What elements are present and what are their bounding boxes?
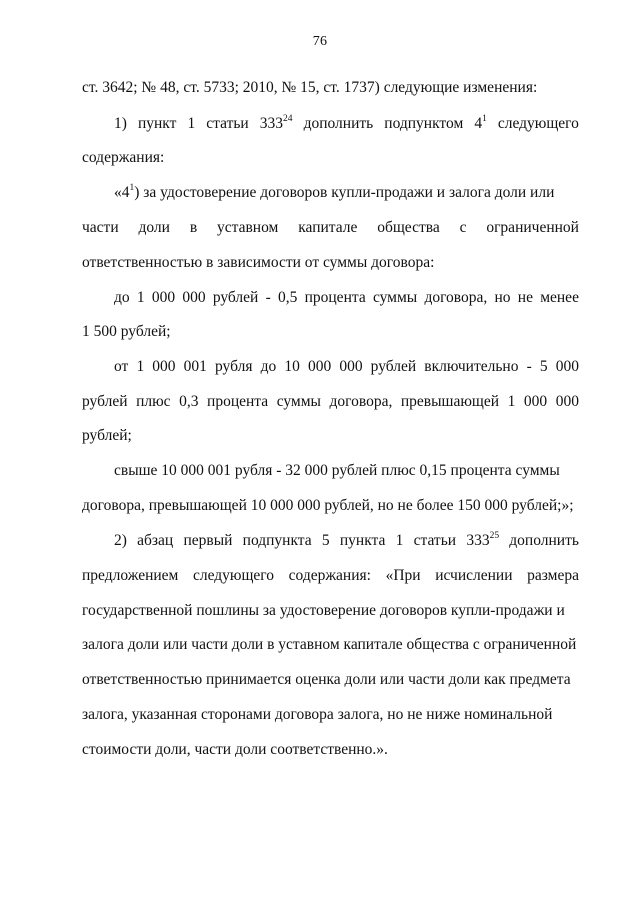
word: 5 — [539, 358, 548, 375]
word: 333 — [466, 532, 490, 549]
word: дополнить — [303, 115, 374, 132]
word: 2) — [114, 532, 127, 549]
word: но — [494, 289, 511, 306]
word: первый — [183, 532, 233, 549]
word: 000 — [182, 289, 206, 306]
word: процента — [207, 393, 269, 410]
paragraph-2-line-1 — [114, 183, 554, 203]
paragraph-6-line-6: залога, указанная сторонами договора залога, но не ниже номинальной — [82, 706, 553, 723]
paragraph-5-line-1: свыше 10 000 001 рубля - 32 000 рублей плюс 0,15 процента суммы — [114, 462, 560, 479]
word: менее — [540, 289, 579, 306]
word: 000 — [339, 358, 363, 375]
paragraph-5-line-2: договора, превышающей 10 000 000 рублей, но не более 150 000 рублей;»; — [82, 497, 574, 514]
word: рублей — [82, 393, 128, 410]
word: рублей — [370, 358, 417, 375]
word: «При — [385, 567, 421, 584]
word: плюс — [136, 393, 171, 410]
text: ) за удостоверение договоров купли-продажи и залога доли или — [134, 184, 555, 201]
word: процента — [304, 289, 366, 306]
word: - — [265, 289, 271, 306]
word: ограниченной — [486, 219, 579, 236]
word: рублей — [212, 289, 259, 306]
word: доли — [138, 219, 170, 236]
word: с — [459, 219, 467, 236]
superscript: 1 — [482, 114, 487, 124]
word: до — [260, 358, 277, 375]
word: дополнить — [509, 532, 579, 549]
superscript: 24 — [283, 114, 293, 124]
superscript: 25 — [489, 531, 500, 541]
paragraph-2-line-2 — [82, 218, 579, 238]
word: следующего — [497, 115, 579, 132]
paragraph-6-line-2 — [82, 566, 579, 586]
text: «4 — [114, 184, 130, 201]
word: договора, — [329, 393, 393, 410]
word: статьи — [206, 115, 249, 132]
word-with-superscript — [260, 114, 293, 134]
word: 000 — [307, 358, 332, 375]
word: содержания: — [288, 567, 371, 584]
word: следующего — [192, 567, 275, 584]
paragraph-2-line-3: ответственностью в зависимости от суммы договора: — [82, 254, 435, 271]
word: 000 — [555, 393, 579, 410]
word: капитале — [298, 219, 358, 236]
word: 1) — [114, 115, 127, 132]
word: 000 — [555, 358, 579, 375]
paragraph-6-line-5: ответственностью принимается оценка доли или части доли как предмета — [82, 671, 571, 688]
word: абзац — [137, 532, 174, 549]
paragraph-3-line-1 — [114, 288, 579, 308]
word: 333 — [259, 115, 284, 132]
word: суммы — [372, 289, 418, 306]
text-line: ст. 3642; № 48, ст. 5733; 2010, № 15, ст. 1737) следующие изменения: — [82, 79, 538, 96]
paragraph-3-line-2: 1 500 рублей; — [82, 323, 171, 340]
paragraph-4-line-3: рублей; — [82, 427, 132, 444]
word: пункта — [339, 532, 386, 549]
paragraph-6-line-4: залога доли или части доли в уставном капитале общества с ограниченной — [82, 636, 577, 653]
word: суммы — [276, 393, 321, 410]
word: включительно — [424, 358, 519, 375]
word: исчислении — [435, 567, 513, 584]
word-with-superscript — [466, 531, 499, 551]
word: уставном — [217, 219, 279, 236]
word: в — [189, 219, 198, 236]
paragraph-4-line-2 — [82, 392, 579, 412]
word: 1 — [507, 393, 516, 410]
page-number: 76 — [312, 34, 328, 49]
word: превышающей — [400, 393, 500, 410]
word: 0,5 — [277, 289, 298, 306]
word: до — [114, 289, 130, 306]
word: предложением — [82, 567, 179, 584]
word: 000 — [151, 289, 176, 306]
paragraph-6-line-7: стоимости доли, части доли соответственно.». — [82, 741, 388, 758]
word: размера — [527, 567, 579, 584]
word: от — [114, 358, 129, 375]
word: 1 — [136, 358, 145, 375]
paragraph-4-line-1 — [114, 357, 579, 377]
paragraph-6-line-3: государственной пошлины за удостоверение договоров купли-продажи и — [82, 602, 565, 619]
word: не — [517, 289, 533, 306]
word: общества — [377, 219, 440, 236]
word: 1 — [136, 289, 145, 306]
word: подпункта — [242, 532, 312, 549]
word: 4 — [474, 115, 483, 132]
word-with-superscript — [474, 114, 487, 134]
word: 000 — [523, 393, 548, 410]
word: договора, — [424, 289, 488, 306]
word: части — [82, 219, 119, 236]
word: 5 — [321, 532, 330, 549]
word: 000 — [152, 358, 176, 375]
word: 001 — [183, 358, 207, 375]
word: рубля — [215, 358, 253, 375]
paragraph-1-line-1 — [114, 114, 579, 134]
word: 10 — [284, 358, 300, 375]
word: статьи — [413, 532, 457, 549]
word: - — [526, 358, 532, 375]
word: подпунктом — [384, 115, 464, 132]
word: 0,3 — [179, 393, 199, 410]
paragraph-6-line-1 — [114, 531, 579, 551]
word: пункт — [137, 115, 177, 132]
word: 1 — [187, 115, 196, 132]
superscript: 1 — [129, 183, 135, 193]
paragraph-1-line-2: содержания: — [82, 149, 165, 166]
word: 1 — [395, 532, 404, 549]
